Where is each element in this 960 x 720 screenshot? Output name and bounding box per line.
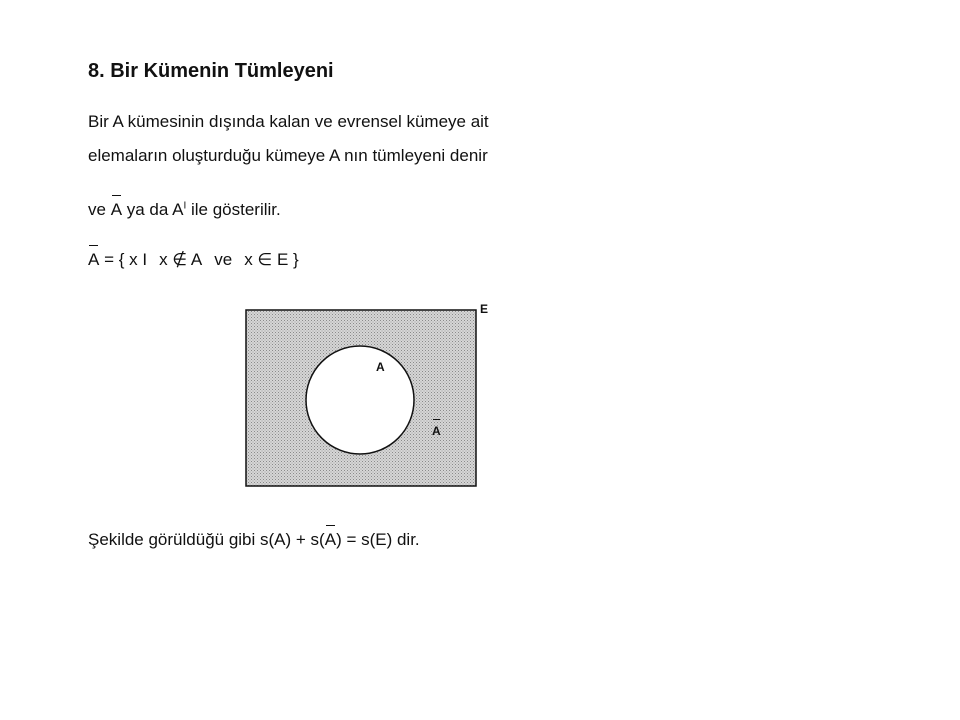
line3-post: ile gösterilir.	[186, 200, 281, 219]
formula-notin: x ∉ A	[159, 250, 203, 269]
complement-label: A	[432, 424, 441, 438]
line3-pre: ve	[88, 200, 111, 219]
prime-mark: I	[183, 200, 187, 212]
set-a-label: A	[376, 360, 385, 374]
paragraph-line-2: elemaların oluşturduğu kümeye A nın tümleyeni denir	[88, 146, 488, 165]
paragraph-line-1: Bir A kümesinin dışında kalan ve evrensel kümeye ait	[88, 112, 489, 131]
conclusion-pre: Şekilde görüldüğü gibi s(A) + s(	[88, 530, 325, 549]
a-bar-symbol: A	[110, 200, 123, 219]
conclusion-a-bar: A	[324, 530, 337, 549]
conclusion-post: ) = s(E) dir.	[336, 530, 420, 549]
venn-svg	[236, 296, 506, 496]
formula-a-bar: A	[88, 250, 100, 269]
formula-ve: ve	[214, 250, 233, 269]
set-a-circle	[306, 346, 414, 454]
page-title: 8. Bir Kümenin Tümleyeni	[88, 60, 334, 82]
complement-formula	[88, 250, 299, 270]
venn-diagram	[236, 296, 506, 496]
formula-eq: = { x I	[99, 250, 148, 269]
conclusion-line	[88, 530, 420, 550]
line3-mid: ya da A	[122, 200, 184, 219]
formula-in: x ∈ E }	[244, 250, 299, 269]
paragraph-line-3	[88, 200, 281, 220]
universe-label: E	[480, 302, 489, 316]
